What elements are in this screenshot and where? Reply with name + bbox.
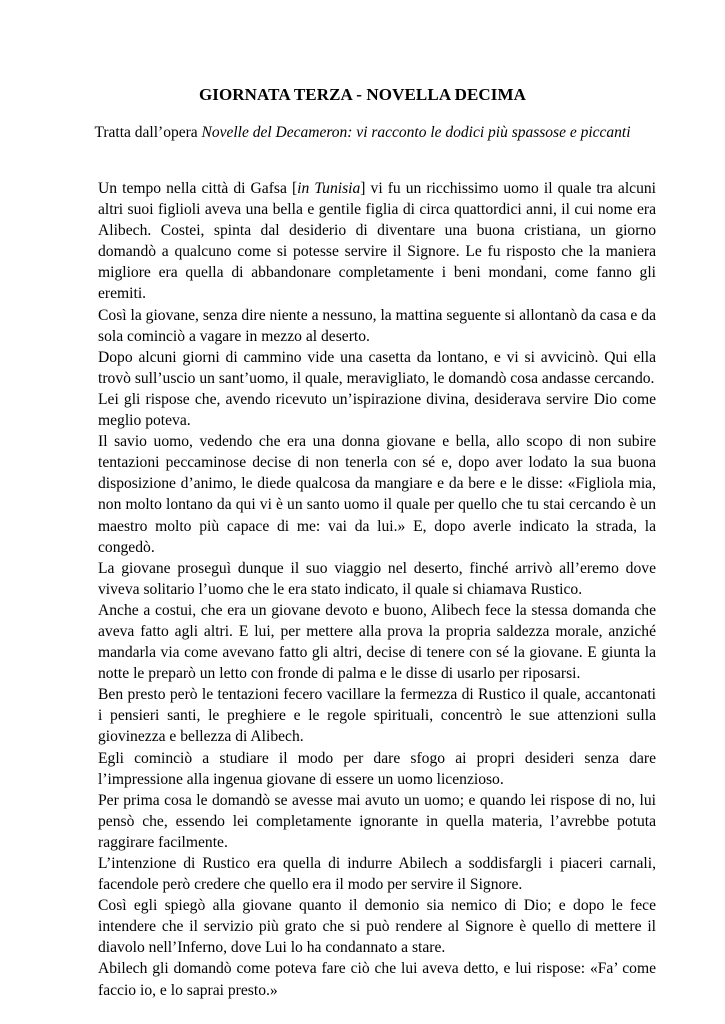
paragraph: Abilech gli domandò come poteva fare ciò che lui aveva detto, e lui rispose: «Fa’ come faccio io, e lo saprai presto.» xyxy=(98,960,656,999)
paragraph: Egli cominciò a studiare il modo per dare sfogo ai propri desideri senza dare l’impressione alla ingenua giovane di essere un uomo licenzioso. xyxy=(98,749,656,788)
paragraph: L’intenzione di Rustico era quella di indurre Abilech a soddisfargli i piaceri carnali, facendole però credere che quello era il modo per servire il Signore. xyxy=(98,855,656,894)
subtitle-prefix: Tratta dall’opera xyxy=(94,124,202,141)
paragraph: Il savio uomo, vedendo che era una donna giovane e bella, allo scopo di non subire tentazioni peccaminose decise di non tenerla con sé e, dopo aver lodato la sua buona disposizione d’animo, le diede qualcosa da mangiare e da bere e le disse: «Figliola mia, non molto lontano da qui vi è un santo uomo il quale per quello che tu stai cercando è un maestro molto più capace di me: vai da lui.» E, dopo averle indicato la strada, la congedò. xyxy=(98,433,656,556)
paragraph xyxy=(98,178,656,305)
story-body xyxy=(98,178,656,1001)
paragraph: Lei gli rispose che, avendo ricevuto un’ispirazione divina, desiderava servire Dio come meglio poteva. xyxy=(98,390,656,430)
paragraph-italic-text: in Tunisia xyxy=(297,180,361,197)
paragraph: Così egli spiegò alla giovane quanto il demonio sia nemico di Dio; e dopo le fece intendere che il servizio più grato che si può rendere al Signore è quello di mettere il diavolo nell’Inferno, dove Lui lo ha condannato a stare. xyxy=(98,897,656,957)
paragraph: Ben presto però le tentazioni fecero vacillare la fermezza di Rustico il quale, accantonati i pensieri santi, le preghiere e le regole spirituali, concentrò le sue attenzioni sulla giovinezza e bellezza di Alibech. xyxy=(98,686,656,746)
subtitle xyxy=(0,122,725,144)
paragraph-text: ] vi fu un ricchissimo uomo il quale tra alcuni altri suoi figlioli aveva una bella e gentile figlia di circa quattordici anni, il cui nome era Alibech. Costei, spinta dal desiderio di diventare una buona cristiana, un giorno domandò a qualcuno come si potesse servire il Signore. Le fu risposto che la maniera migliore era quella di abbandonare completamente i beni mondani, come fanno gli eremiti. xyxy=(98,180,657,303)
page-title: GIORNATA TERZA - NOVELLA DECIMA xyxy=(198,85,527,104)
paragraph: La giovane proseguì dunque il suo viaggio nel deserto, finché arrivò all’eremo dove viveva solitario l’uomo che le era stato indicato, il quale si chiamava Rustico. xyxy=(98,559,656,598)
paragraph: Anche a costui, che era un giovane devoto e buono, Alibech fece la stessa domanda che aveva fatto agli altri. E lui, per mettere alla prova la propria saldezza morale, anziché mandarla via come avevano fatto gli altri, decise di tenere con sé la giovane. E giunta la notte le preparò un letto con fronde di palma e le disse di usarlo per riposarsi. xyxy=(98,601,656,683)
paragraph-text: Un tempo nella città di Gafsa [ xyxy=(98,180,298,197)
paragraph: Per prima cosa le domandò se avesse mai avuto un uomo; e quando lei rispose di no, lui pensò che, essendo lei completamente ignorante in quella materia, l’avrebbe potuta raggirare facilmente. xyxy=(98,791,656,851)
paragraph: Dopo alcuni giorni di cammino vide una casetta da lontano, e vi si avvicinò. Qui ella trovò sull’uscio un sant’uomo, il quale, meravigliato, le domandò cosa andasse cercando. xyxy=(98,348,656,387)
paragraph: Così la giovane, senza dire niente a nessuno, la mattina seguente si allontanò da casa e da sola cominciò a vagare in mezzo al deserto. xyxy=(98,306,656,345)
subtitle-work-title: Novelle del Decameron: vi racconto le dodici più spassose e piccanti xyxy=(201,124,631,141)
